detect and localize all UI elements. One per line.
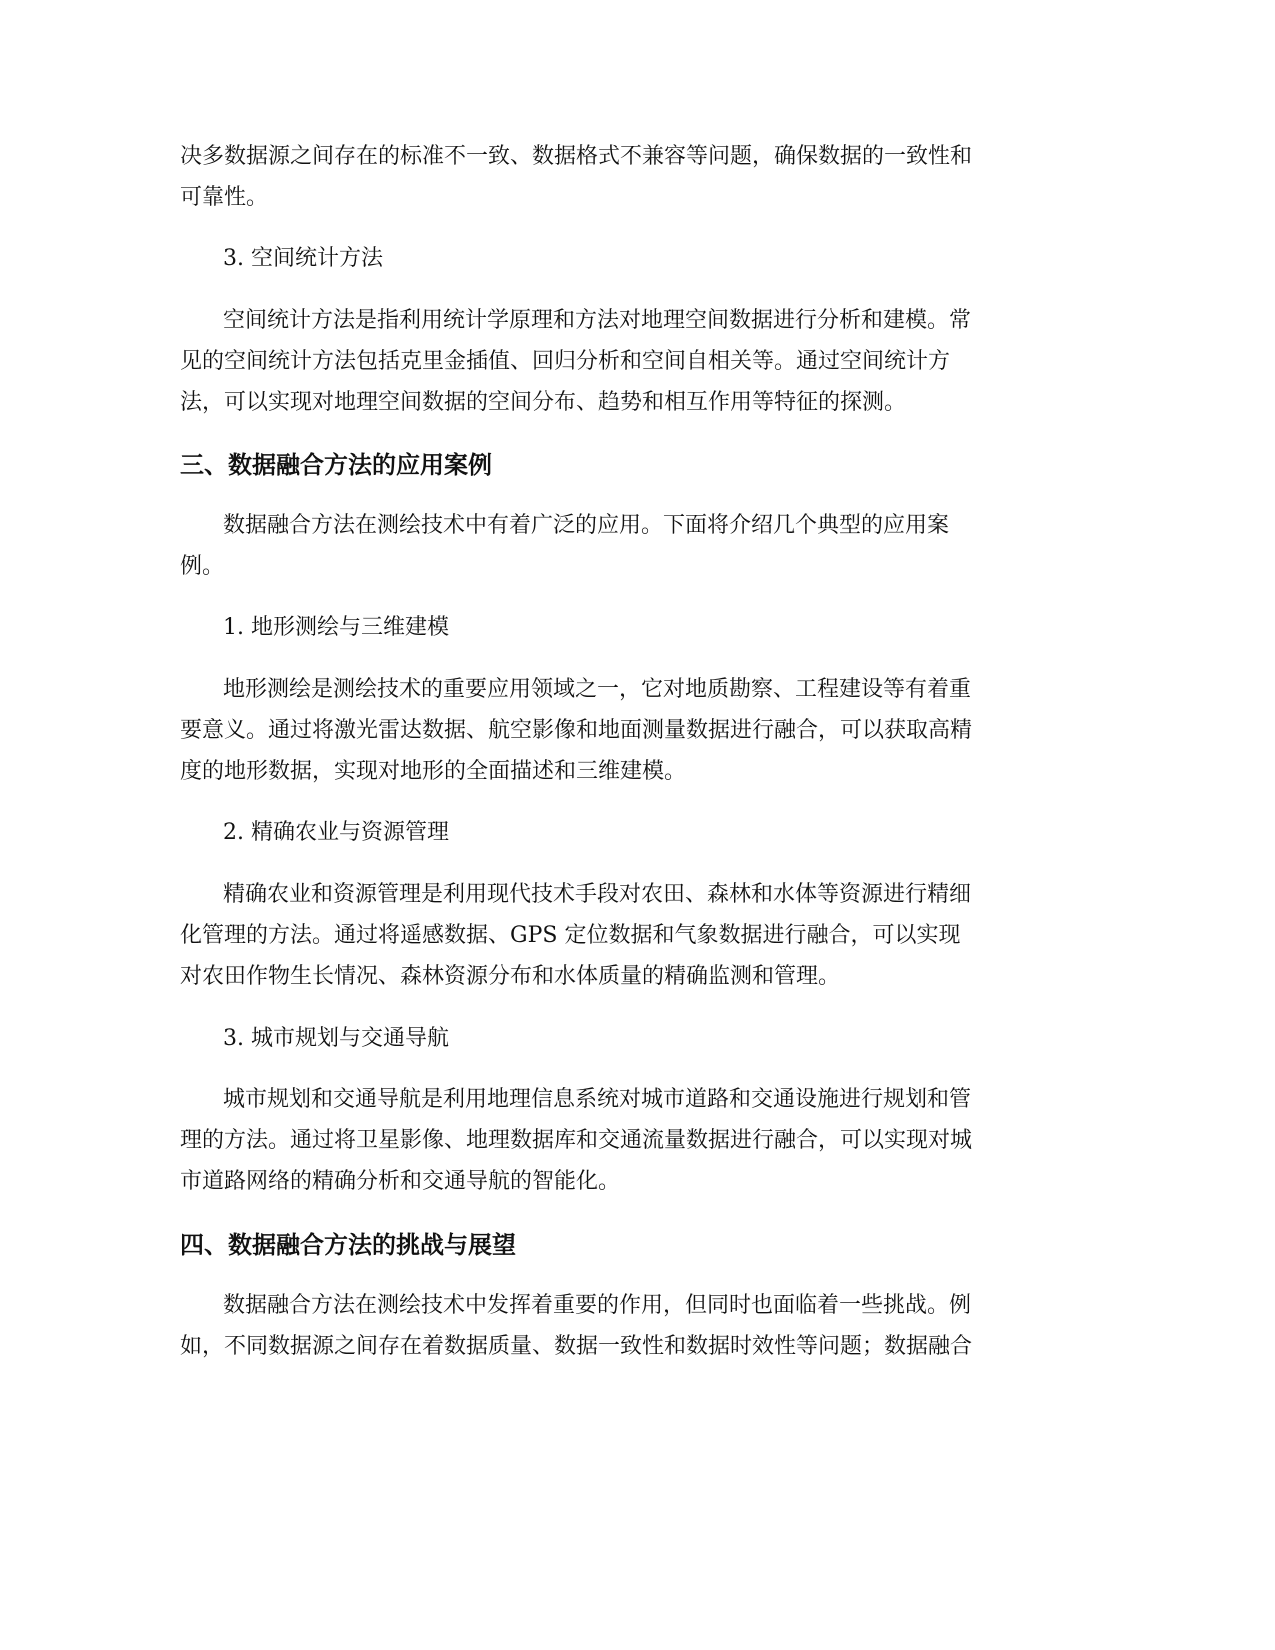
- list-item-heading: 3. 空间统计方法: [223, 246, 383, 271]
- paragraph-line: 化管理的方法。通过将遥感数据、GPS 定位数据和气象数据进行融合，可以实现: [180, 923, 961, 948]
- paragraph-line: 可靠性。: [180, 185, 269, 210]
- paragraph-line: 数据融合方法在测绘技术中发挥着重要的作用，但同时也面临着一些挑战。例: [223, 1293, 972, 1318]
- paragraph-line: 要意义。通过将激光雷达数据、航空影像和地面测量数据进行融合，可以获取高精: [180, 718, 973, 743]
- paragraph-line: 见的空间统计方法包括克里金插值、回归分析和空间自相关等。通过空间统计方: [180, 349, 951, 374]
- section-heading: 四、数据融合方法的挑战与展望: [180, 1231, 516, 1259]
- paragraph-line: 精确农业和资源管理是利用现代技术手段对农田、森林和水体等资源进行精细: [223, 882, 972, 907]
- paragraph-line: 地形测绘是测绘技术的重要应用领域之一，它对地质勘察、工程建设等有着重: [223, 677, 972, 702]
- paragraph-line: 例。: [180, 554, 225, 579]
- paragraph-line: 度的地形数据，实现对地形的全面描述和三维建模。: [180, 759, 687, 784]
- paragraph-line: 如，不同数据源之间存在着数据质量、数据一致性和数据时效性等问题；数据融合: [180, 1334, 973, 1359]
- paragraph-line: 城市规划和交通导航是利用地理信息系统对城市道路和交通设施进行规划和管: [223, 1087, 972, 1112]
- paragraph-line: 决多数据源之间存在的标准不一致、数据格式不兼容等问题，确保数据的一致性和: [180, 144, 973, 169]
- paragraph-line: 对农田作物生长情况、森林资源分布和水体质量的精确监测和管理。: [180, 964, 841, 989]
- list-item-heading: 1. 地形测绘与三维建模: [223, 615, 449, 640]
- paragraph-line: 理的方法。通过将卫星影像、地理数据库和交通流量数据进行融合，可以实现对城: [180, 1128, 973, 1153]
- paragraph-line: 市道路网络的精确分析和交通导航的智能化。: [180, 1169, 621, 1194]
- paragraph-line: 空间统计方法是指利用统计学原理和方法对地理空间数据进行分析和建模。常: [223, 308, 972, 333]
- list-item-heading: 2. 精确农业与资源管理: [223, 820, 449, 845]
- paragraph-line: 法，可以实现对地理空间数据的空间分布、趋势和相互作用等特征的探测。: [180, 390, 907, 415]
- paragraph-line: 数据融合方法在测绘技术中有着广泛的应用。下面将介绍几个典型的应用案: [223, 513, 950, 538]
- list-item-heading: 3. 城市规划与交通导航: [223, 1026, 449, 1051]
- section-heading: 三、数据融合方法的应用案例: [180, 451, 492, 479]
